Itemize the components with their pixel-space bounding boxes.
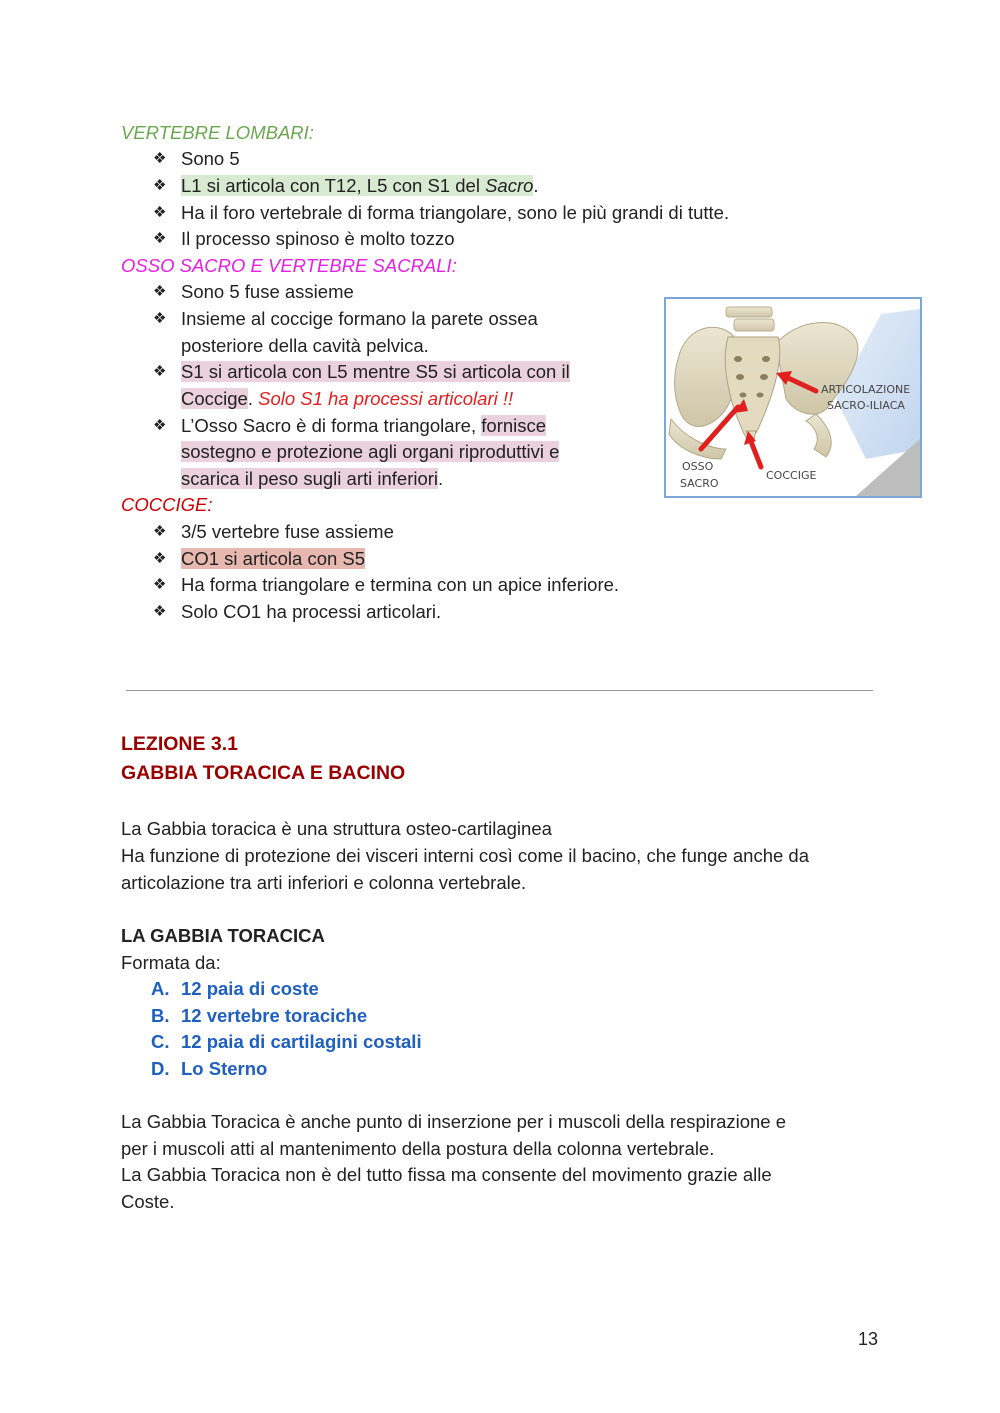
- bullet-icon: ❖: [153, 417, 167, 434]
- list-item: Il processo spinoso è molto tozzo: [181, 228, 455, 249]
- bullet-icon: ❖: [153, 603, 167, 620]
- list-item-continuation: posteriore della cavità pelvica.: [181, 335, 429, 356]
- list-item: Lo Sterno: [181, 1058, 268, 1079]
- list-item: Insieme al coccige formano la parete ossea: [181, 308, 538, 329]
- figure-label: OSSO: [682, 460, 714, 473]
- horizontal-rule: [126, 690, 873, 691]
- bullet-icon: ❖: [153, 310, 167, 327]
- list-item: Sono 5: [181, 148, 240, 169]
- bullet-icon: ❖: [153, 363, 167, 380]
- punctuation: .: [438, 468, 444, 489]
- list-item: [181, 546, 365, 573]
- list-item: 3/5 vertebre fuse assieme: [181, 521, 394, 542]
- paragraph-line: Coste.: [121, 1191, 175, 1212]
- figure-label: SACRO-ILIACA: [827, 399, 905, 412]
- punctuation: .: [247, 388, 259, 409]
- lesson-number: LEZIONE 3.1: [121, 733, 239, 755]
- emphasis-note: Solo S1 ha processi articolari !!: [258, 388, 514, 409]
- sacrum-figure: [664, 297, 922, 498]
- list-item-continuation: [181, 466, 443, 493]
- paragraph-line: articolazione tra arti inferiori e colonna vertebrale.: [121, 872, 527, 893]
- bullet-icon: ❖: [153, 177, 167, 194]
- sacrum-illustration: [666, 299, 920, 496]
- highlight-text: L1 si articola con T12, L5 con S1 del: [181, 175, 486, 196]
- bullet-icon: ❖: [153, 150, 167, 167]
- list-item: 12 paia di coste: [181, 978, 319, 999]
- bullet-icon: ❖: [153, 204, 167, 221]
- paragraph-line: per i muscoli atti al mantenimento della postura della colonna vertebrale.: [121, 1138, 715, 1159]
- highlight-text-italic: Sacro: [485, 175, 534, 196]
- paragraph-line: Ha funzione di protezione dei visceri interni così come il bacino, che funge anche da: [121, 845, 809, 866]
- lesson-title: GABBIA TORACICA E BACINO: [121, 762, 406, 784]
- highlight-text: fornisce: [481, 415, 547, 436]
- list-item: Ha il foro vertebrale di forma triangolare, sono le più grandi di tutte.: [181, 202, 730, 223]
- section-heading-coccige: COCCIGE:: [121, 494, 213, 515]
- paragraph-line: La Gabbia Toracica non è del tutto fissa ma consente del movimento grazie alle: [121, 1164, 772, 1185]
- paragraph-line: La Gabbia Toracica è anche punto di inserzione per i muscoli della respirazione e: [121, 1111, 787, 1132]
- plain-text: L’Osso Sacro è di forma triangolare,: [181, 415, 482, 436]
- list-item: [181, 173, 539, 200]
- figure-label: COCCIGE: [766, 469, 817, 482]
- list-item: Sono 5 fuse assieme: [181, 281, 354, 302]
- paragraph-line: Formata da:: [121, 952, 221, 973]
- page-number: 13: [858, 1329, 879, 1349]
- paragraph-line: La Gabbia toracica è una struttura osteo-cartilaginea: [121, 818, 552, 839]
- highlight-text: Coccige: [181, 388, 248, 409]
- bullet-icon: ❖: [153, 523, 167, 540]
- list-letter: B.: [151, 1005, 170, 1026]
- highlight-text: S1 si articola con L5 mentre S5 si articola con il: [181, 361, 570, 382]
- section-heading-lombari: VERTEBRE LOMBARI:: [121, 122, 314, 143]
- list-letter: C.: [151, 1031, 170, 1052]
- list-letter: A.: [151, 978, 170, 999]
- bullet-icon: ❖: [153, 283, 167, 300]
- figure-label: ARTICOLAZIONE: [821, 383, 911, 396]
- list-item: Solo CO1 ha processi articolari.: [181, 601, 442, 622]
- list-item: [181, 359, 570, 386]
- list-item: [181, 413, 546, 440]
- list-item-continuation: [181, 386, 513, 413]
- list-item: Ha forma triangolare e termina con un apice inferiore.: [181, 574, 620, 595]
- section-heading-sacro: OSSO SACRO E VERTEBRE SACRALI:: [121, 255, 457, 276]
- bullet-icon: ❖: [153, 576, 167, 593]
- figure-label: SACRO: [680, 477, 719, 490]
- highlight-text: scarica il peso sugli arti inferiori: [181, 468, 439, 489]
- list-item: 12 paia di cartilagini costali: [181, 1031, 422, 1052]
- highlight-text: sostegno e protezione agli organi riproduttivi e: [181, 441, 560, 462]
- highlight-text: CO1 si articola con S5: [181, 548, 366, 569]
- list-item: 12 vertebre toraciche: [181, 1005, 368, 1026]
- list-item-continuation: [181, 439, 559, 466]
- bullet-icon: ❖: [153, 230, 167, 247]
- subsection-heading: LA GABBIA TORACICA: [121, 925, 325, 946]
- punctuation: .: [533, 175, 539, 196]
- bullet-icon: ❖: [153, 550, 167, 567]
- list-letter: D.: [151, 1058, 170, 1079]
